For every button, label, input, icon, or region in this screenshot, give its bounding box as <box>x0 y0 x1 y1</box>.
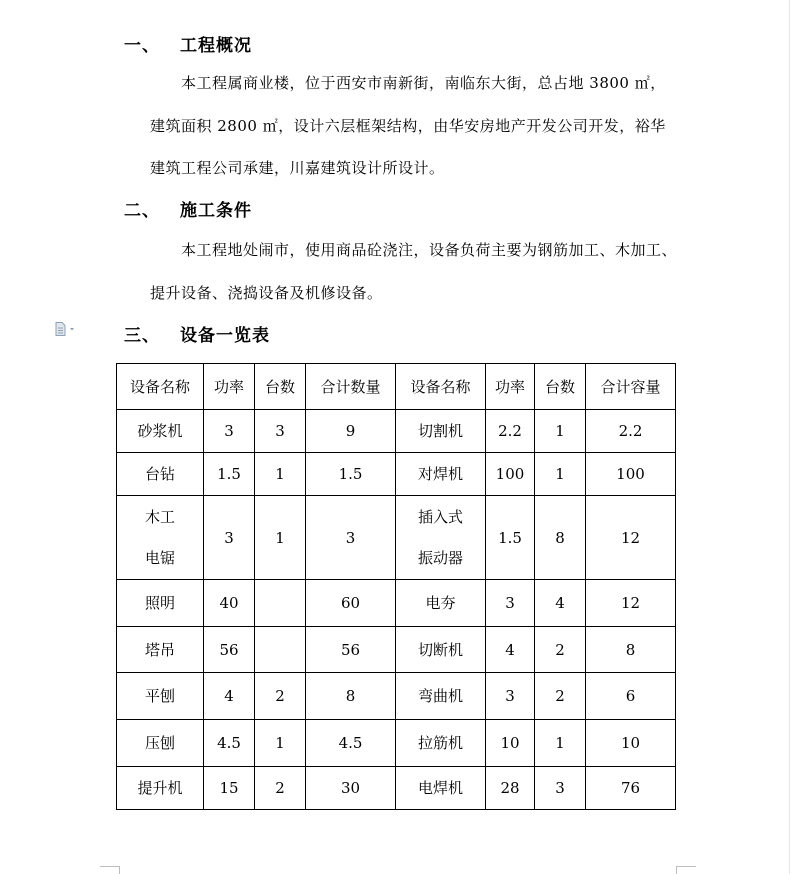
section-1-line-2: 建筑面积 2800 ㎡，设计六层框架结构，由华安房地产开发公司开发，裕华 <box>150 117 666 135</box>
table-cell: 电夯 <box>396 580 486 627</box>
section-2-line-2: 提升设备、浇捣设备及机修设备。 <box>150 284 383 302</box>
table-cell: 9 <box>306 410 396 453</box>
table-cell: 4.5 <box>204 720 255 767</box>
table-cell: 木工 电锯 <box>117 496 204 580</box>
table-cell: 3 <box>204 410 255 453</box>
table-cell: 10 <box>486 720 535 767</box>
table-header-cell: 合计数量 <box>306 364 396 410</box>
table-cell: 40 <box>204 580 255 627</box>
table-cell: 3 <box>255 410 306 453</box>
table-row <box>117 410 676 453</box>
table-header-cell: 合计容量 <box>586 364 676 410</box>
table-cell: 4 <box>535 580 586 627</box>
table-cell: 6 <box>586 673 676 720</box>
table-cell: 1 <box>255 720 306 767</box>
table-cell: 塔吊 <box>117 627 204 673</box>
table-cell: 12 <box>586 496 676 580</box>
table-row <box>117 496 676 580</box>
table-cell: 切断机 <box>396 627 486 673</box>
section-3-title: 设备一览表 <box>180 326 270 346</box>
table-cell: 切割机 <box>396 410 486 453</box>
table-cell: 100 <box>486 453 535 496</box>
table-cell: 4 <box>486 627 535 673</box>
table-cell: 砂浆机 <box>117 410 204 453</box>
table-row <box>117 720 676 767</box>
section-1-heading <box>124 31 424 55</box>
table-cell: 3 <box>535 767 586 810</box>
table-cell: 1 <box>255 496 306 580</box>
table-cell: 10 <box>586 720 676 767</box>
table-row <box>117 627 676 673</box>
table-cell: 4.5 <box>306 720 396 767</box>
table-cell: 1 <box>535 453 586 496</box>
table-cell: 2 <box>535 627 586 673</box>
table-row <box>117 453 676 496</box>
table-cell <box>255 580 306 627</box>
section-2-heading <box>124 196 424 220</box>
table-header-cell: 设备名称 <box>396 364 486 410</box>
table-cell: 8 <box>586 627 676 673</box>
table-cell: 提升机 <box>117 767 204 810</box>
page-corner-mark-left <box>100 866 120 874</box>
section-1-title: 工程概况 <box>180 36 252 56</box>
document-icon[interactable] <box>55 322 75 336</box>
table-cell: 1 <box>535 720 586 767</box>
table-cell: 3 <box>204 496 255 580</box>
table-cell: 压刨 <box>117 720 204 767</box>
table-cell <box>255 627 306 673</box>
table-cell: 2 <box>255 673 306 720</box>
table-row <box>117 767 676 810</box>
section-2-line-1: 本工程地处闹市，使用商品砼浇注，设备负荷主要为钢筋加工、木加工、 <box>181 241 678 259</box>
section-3-heading <box>124 321 424 345</box>
table-cell: 拉筋机 <box>396 720 486 767</box>
table-cell: 56 <box>204 627 255 673</box>
table-cell: 60 <box>306 580 396 627</box>
table-header-cell: 台数 <box>255 364 306 410</box>
table-cell: 照明 <box>117 580 204 627</box>
table-header-cell: 设备名称 <box>117 364 204 410</box>
table-cell: 弯曲机 <box>396 673 486 720</box>
table-header-cell: 台数 <box>535 364 586 410</box>
table-cell: 56 <box>306 627 396 673</box>
table-cell: 1 <box>535 410 586 453</box>
table-cell: 12 <box>586 580 676 627</box>
table-cell: 1 <box>255 453 306 496</box>
table-cell: 4 <box>204 673 255 720</box>
table-cell: 平刨 <box>117 673 204 720</box>
table-header-row <box>117 364 676 410</box>
table-cell: 3 <box>486 673 535 720</box>
table-cell: 1.5 <box>306 453 396 496</box>
table-cell: 100 <box>586 453 676 496</box>
table-cell: 8 <box>306 673 396 720</box>
table-cell: 1.5 <box>204 453 255 496</box>
table-cell: 电焊机 <box>396 767 486 810</box>
table-row <box>117 580 676 627</box>
table-cell: 2 <box>535 673 586 720</box>
table-cell: 对焊机 <box>396 453 486 496</box>
table-cell: 2.2 <box>486 410 535 453</box>
table-cell: 76 <box>586 767 676 810</box>
section-3-number: 三、 <box>124 326 160 346</box>
table-cell: 3 <box>306 496 396 580</box>
equipment-table <box>116 363 676 810</box>
table-cell: 2 <box>255 767 306 810</box>
page-corner-mark-right <box>676 866 696 874</box>
table-cell: 台钻 <box>117 453 204 496</box>
section-2-number: 二、 <box>124 201 160 221</box>
table-header-cell: 功率 <box>204 364 255 410</box>
table-cell: 插入式 振动器 <box>396 496 486 580</box>
table-cell: 8 <box>535 496 586 580</box>
table-cell: 2.2 <box>586 410 676 453</box>
table-cell: 30 <box>306 767 396 810</box>
table-cell: 15 <box>204 767 255 810</box>
section-2-title: 施工条件 <box>180 201 252 221</box>
table-row <box>117 673 676 720</box>
table-header-cell: 功率 <box>486 364 535 410</box>
table-cell: 3 <box>486 580 535 627</box>
table-cell: 1.5 <box>486 496 535 580</box>
table-cell: 28 <box>486 767 535 810</box>
page-edge <box>789 0 790 874</box>
section-1-line-1: 本工程属商业楼，位于西安市南新街，南临东大街，总占地 3800 ㎡， <box>181 74 666 92</box>
section-1-number: 一、 <box>124 36 160 56</box>
section-1-line-3: 建筑工程公司承建，川嘉建筑设计所设计。 <box>150 159 445 177</box>
